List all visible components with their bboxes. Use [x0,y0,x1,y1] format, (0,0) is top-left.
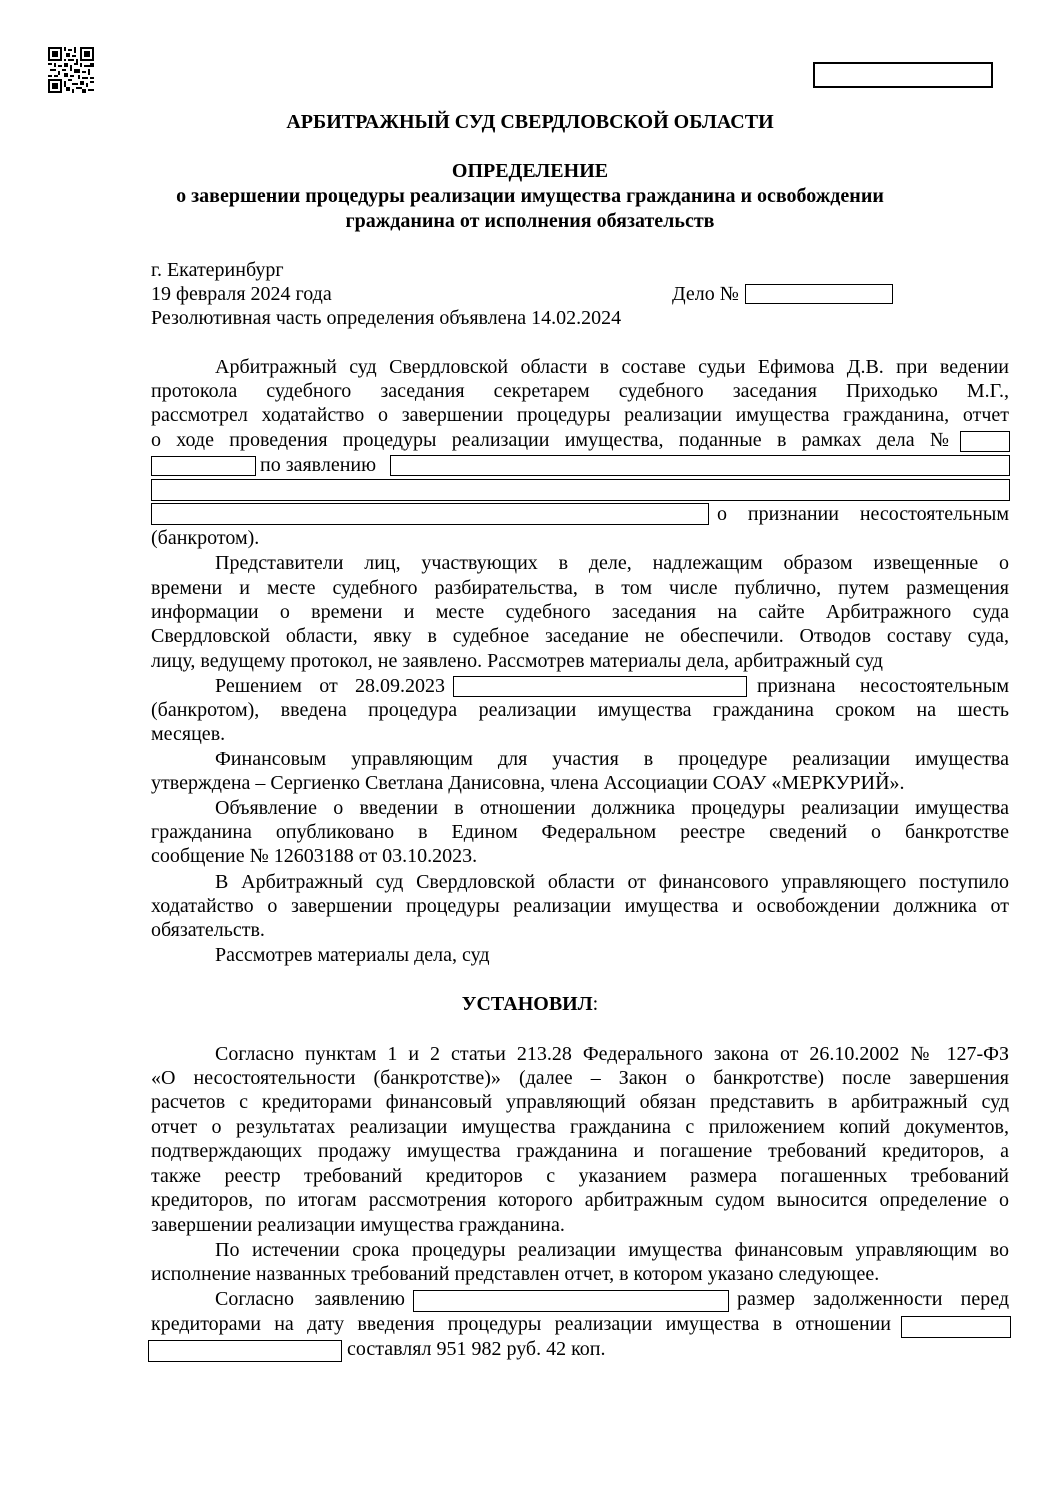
body-line: Согласно пунктам 1 и 2 статьи 213.28 Федерального закона от 26.10.2002 № 127-ФЗ [215,1043,1009,1065]
body-line: Рассмотрев материалы дела, суд [215,944,490,966]
redacted-applicant-line-2 [151,479,1010,501]
body-line: завершении реализации имущества гражданина. [151,1214,565,1236]
redacted-case-number [745,284,893,304]
body-line: времени и месте судебного разбирательства, в том числе публично, путем размещения [151,577,1009,599]
body-line: В Арбитражный суд Свердловской области от финансового управляющего поступило [215,871,1009,893]
body-line: ходатайство о завершении процедуры реализации имущества и освобождении должника от [151,895,1009,917]
case-number-label: Дело № [672,283,739,305]
document-date: 19 февраля 2024 года [151,283,332,305]
body-line: Согласно заявлению [215,1288,405,1310]
body-line: рассмотрел ходатайство о завершении процедуры реализации имущества гражданина, отчет [151,404,1009,426]
body-line: отчет о результатах реализации имущества гражданина с приложением копий документов, [151,1116,1009,1138]
redacted-debtor-ref-cont [148,1340,342,1362]
redacted-case-ref [960,431,1010,452]
qr-code [48,47,94,93]
body-line: лицу, ведущему протокол, не заявлено. Рассмотрев материалы дела, арбитражный суд [151,650,883,672]
section-heading-established: УСТАНОВИЛ: [461,993,599,1015]
body-line: Финансовым управляющим для участия в процедуре реализации имущества [215,748,1009,770]
body-line: (банкротом), введена процедура реализации имущества гражданина сроком на шесть [151,699,1009,721]
body-line: размер задолженности перед [737,1288,1009,1310]
body-line: информации о времени и месте судебного заседания на сайте Арбитражного суда [151,601,1009,623]
body-line: о ходе проведения процедуры реализации имущества, поданные в рамках дела № [151,429,949,451]
city: г. Екатеринбург [151,259,284,281]
body-line: признана несостоятельным [757,675,1009,697]
body-line: протокола судебного заседания секретарем судебного заседания Приходько М.Г., [151,380,1009,402]
resolution-date-line: Резолютивная часть определения объявлена 14.02.2024 [151,307,622,329]
document-subtitle-line-1: о завершении процедуры реализации имущества гражданина и освобождении [176,185,884,207]
body-line: Объявление о введении в отношении должника процедуры реализации имущества [215,797,1009,819]
body-line: обязательств. [151,919,265,941]
body-line: Представители лиц, участвующих в деле, надлежащим образом извещенные о [215,552,1009,574]
redacted-creditor-statement [413,1290,729,1312]
body-line: подтверждающих продажу имущества гражданина и погашение требований кредиторов, а [151,1140,1009,1162]
body-line: исполнение названных требований представлен отчет, в котором указано следующее. [151,1263,880,1285]
body-line: месяцев. [151,723,226,745]
redacted-applicant-line-3 [151,503,709,525]
redacted-applicant [390,455,1010,476]
body-line: гражданина опубликовано в Едином Федеральном реестре сведений о банкротстве [151,821,1009,843]
body-line: по заявлению [260,454,377,476]
body-line: Арбитражный суд Свердловской области в составе судьи Ефимова Д.В. при ведении [215,356,1009,378]
body-line: сообщение № 12603188 от 03.10.2023. [151,845,478,867]
body-line: По истечении срока процедуры реализации имущества финансовым управляющим во [215,1239,1009,1261]
redacted-debtor-ref [901,1316,1011,1338]
body-line: Свердловской области, явку в судебное заседание не обеспечили. Отводов составу суда, [151,625,1009,647]
body-line: (банкротом). [151,527,260,549]
body-line: «О несостоятельности (банкротстве)» (далее – Закон о банкротстве) после завершения [151,1067,1009,1089]
document-subtitle-line-2: гражданина от исполнения обязательств [345,210,715,232]
body-line: также реестр требований кредиторов с указанием размера погашенных требований [151,1165,1009,1187]
body-line: кредиторами на дату введения процедуры реализации имущества в отношении [151,1313,891,1335]
body-line: расчетов с кредиторами финансовый управляющий обязан представить в арбитражный суд [151,1091,1009,1113]
redacted-case-ref-cont [151,456,256,476]
body-line: утверждена – Сергиенко Светлана Данисовна, члена Ассоциации СОАУ «МЕРКУРИЙ». [151,772,905,794]
redacted-debtor-name [453,676,747,697]
body-line: о признании несостоятельным [717,503,1009,525]
court-name: АРБИТРАЖНЫЙ СУД СВЕРДЛОВСКОЙ ОБЛАСТИ [286,111,774,133]
document-type-title: ОПРЕДЕЛЕНИЕ [451,160,609,182]
redacted-stamp-box [813,62,993,88]
body-line: кредиторов, по итогам рассмотрения которого арбитражным судом выносится определение о [151,1189,1009,1211]
body-line: Решением от 28.09.2023 [215,675,445,697]
body-line: составлял 951 982 руб. 42 коп. [347,1338,606,1360]
